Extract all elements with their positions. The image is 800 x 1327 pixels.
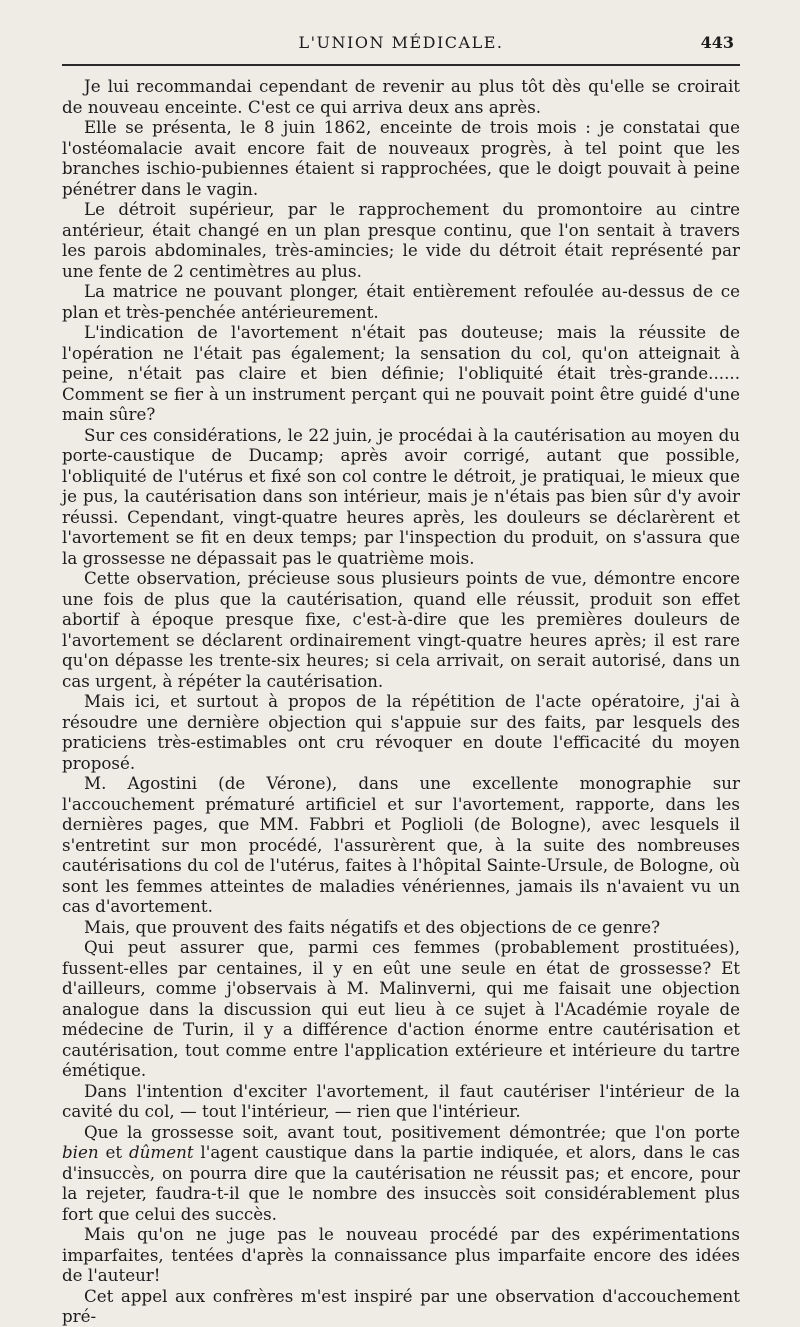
paragraph: Sur ces considérations, le 22 juin, je procédai à la cautérisation au moyen du porte-caustique de Ducamp; après avoir corrigé, autant que possible, l'obliquité de l'utérus et fixé son col contre le détroit, je pratiquai, le mieux que je pus, la cautérisation dans son intérieur, mais je n'étais pas bien sûr d'y avoir réussi. Cependant, vingt-quatre heures après, les douleurs se déclarèrent et l'avortement se fit en deux temps; par l'inspection du produit, on s'assura que la grossesse ne dépassait pas le quatrième mois. — [62, 424, 740, 568]
header-rule — [62, 64, 740, 66]
paragraph: Mais, que prouvent des faits négatifs et des objections de ce genre? — [84, 916, 661, 937]
page-header — [62, 33, 740, 57]
paragraph: Que la grossesse soit, avant tout, positivement démontrée; que l'on porte bien et dûment l'agent caustique dans la partie indiquée, et alors, dans le cas d'insuccès, on pourra dire que la cautérisation ne réussit pas; et encore, pour la rejeter, faudra-t-il que le nombre des insuccès soit considérablement plus fort que celui des succès. — [62, 1121, 740, 1224]
emphasis: bien — [62, 1142, 99, 1162]
body-text — [62, 76, 740, 1327]
paragraph: Cette observation, précieuse sous plusieurs points de vue, démontre encore une fois de plus que la cautérisation, quand elle réussit, produit son effet abortif à époque presque fixe, c'est-à-dire que les premières douleurs de l'avortement se déclarent ordinairement vingt-quatre heures après; il est rare qu'on dépasse les trente-six heures; si cela arrivait, on serait autorisé, dans un cas urgent, à répéter la cautérisation. — [62, 568, 740, 691]
paragraph: Le détroit supérieur, par le rapprochement du promontoire au cintre antérieur, était changé en un plan presque continu, que l'on sentait à travers les parois abdominales, très-amincies; le vide du détroit était représenté par une fente de 2 centimètres au plus. — [62, 199, 740, 281]
paragraph: Mais ici, et surtout à propos de la répétition de l'acte opératoire, j'ai à résoudre une dernière objection qui s'appuie sur des faits, par lesquels des praticiens très-estimables ont cru révoquer en doute l'efficacité du moyen proposé. — [62, 691, 740, 773]
emphasis: dûment — [128, 1142, 194, 1162]
paragraph: La matrice ne pouvant plonger, était entièrement refoulée au-dessus de ce plan et très-penchée antérieurement. — [62, 281, 740, 322]
paragraph: Qui peut assurer que, parmi ces femmes (probablement prostituées), fussent-elles par centaines, il y en eût une seule en état de grossesse? Et d'ailleurs, comme j'observais à M. Malinverni, qui me faisait une objection analogue dans la discussion qui eut lieu à ce sujet à l'Académie royale de médecine de Turin, il y a différence d'action énorme entre cautérisation et cautérisation, tout comme entre l'application extérieure et intérieure du tartre émétique. — [62, 937, 740, 1080]
paragraph: Mais qu'on ne juge pas le nouveau procédé par des expérimentations imparfaites, tentées d'après la connaissance plus imparfaite encore des idées de l'auteur! — [62, 1224, 740, 1285]
paragraph: Dans l'intention d'exciter l'avortement, il faut cautériser l'intérieur de la cavité du col, — tout l'intérieur, — rien que l'intérieur. — [62, 1080, 740, 1121]
paragraph: Elle se présenta, le 8 juin 1862, enceinte de trois mois : je constatai que l'ostéomalacie avait encore fait de nouveaux progrès, à tel point que les branches ischio-pubiennes étaient si rapprochées, que le doigt pouvait à peine pénétrer dans le vagin. — [62, 117, 740, 199]
paragraph: M. Agostini (de Vérone), dans une excellente monographie sur l'accouchement prématuré artificiel et sur l'avortement, rapporte, dans les dernières pages, que MM. Fabbri et Poglioli (de Bologne), avec lesquels il s'entretint sur mon procédé, l'assurèrent que, à la suite des nombreuses cautérisations du col de l'utérus, faites à l'hôpital Sainte-Ursule, de Bologne, où sont les femmes atteintes de maladies vénériennes, jamais ils n'avaient vu un cas d'avortement. — [62, 773, 740, 916]
page-number: 443 — [700, 33, 734, 52]
paragraph: Je lui recommandai cependant de revenir au plus tôt dès qu'elle se croirait de nouveau enceinte. C'est ce qui arriva deux ans après. — [62, 76, 740, 117]
paragraph: Cet appel aux confrères m'est inspiré par une observation d'accouchement pré- — [62, 1285, 740, 1326]
running-title: L'UNION MÉDICALE. — [298, 33, 504, 52]
paragraph: L'indication de l'avortement n'était pas douteuse; mais la réussite de l'opération ne l'était pas également; la sensation du col, qu'on atteignait à peine, n'était pas claire et bien définie; l'obliquité était très-grande...... Comment se fier à un instrument perçant qui ne pouvait point être guidé d'une main sûre? — [62, 322, 740, 424]
